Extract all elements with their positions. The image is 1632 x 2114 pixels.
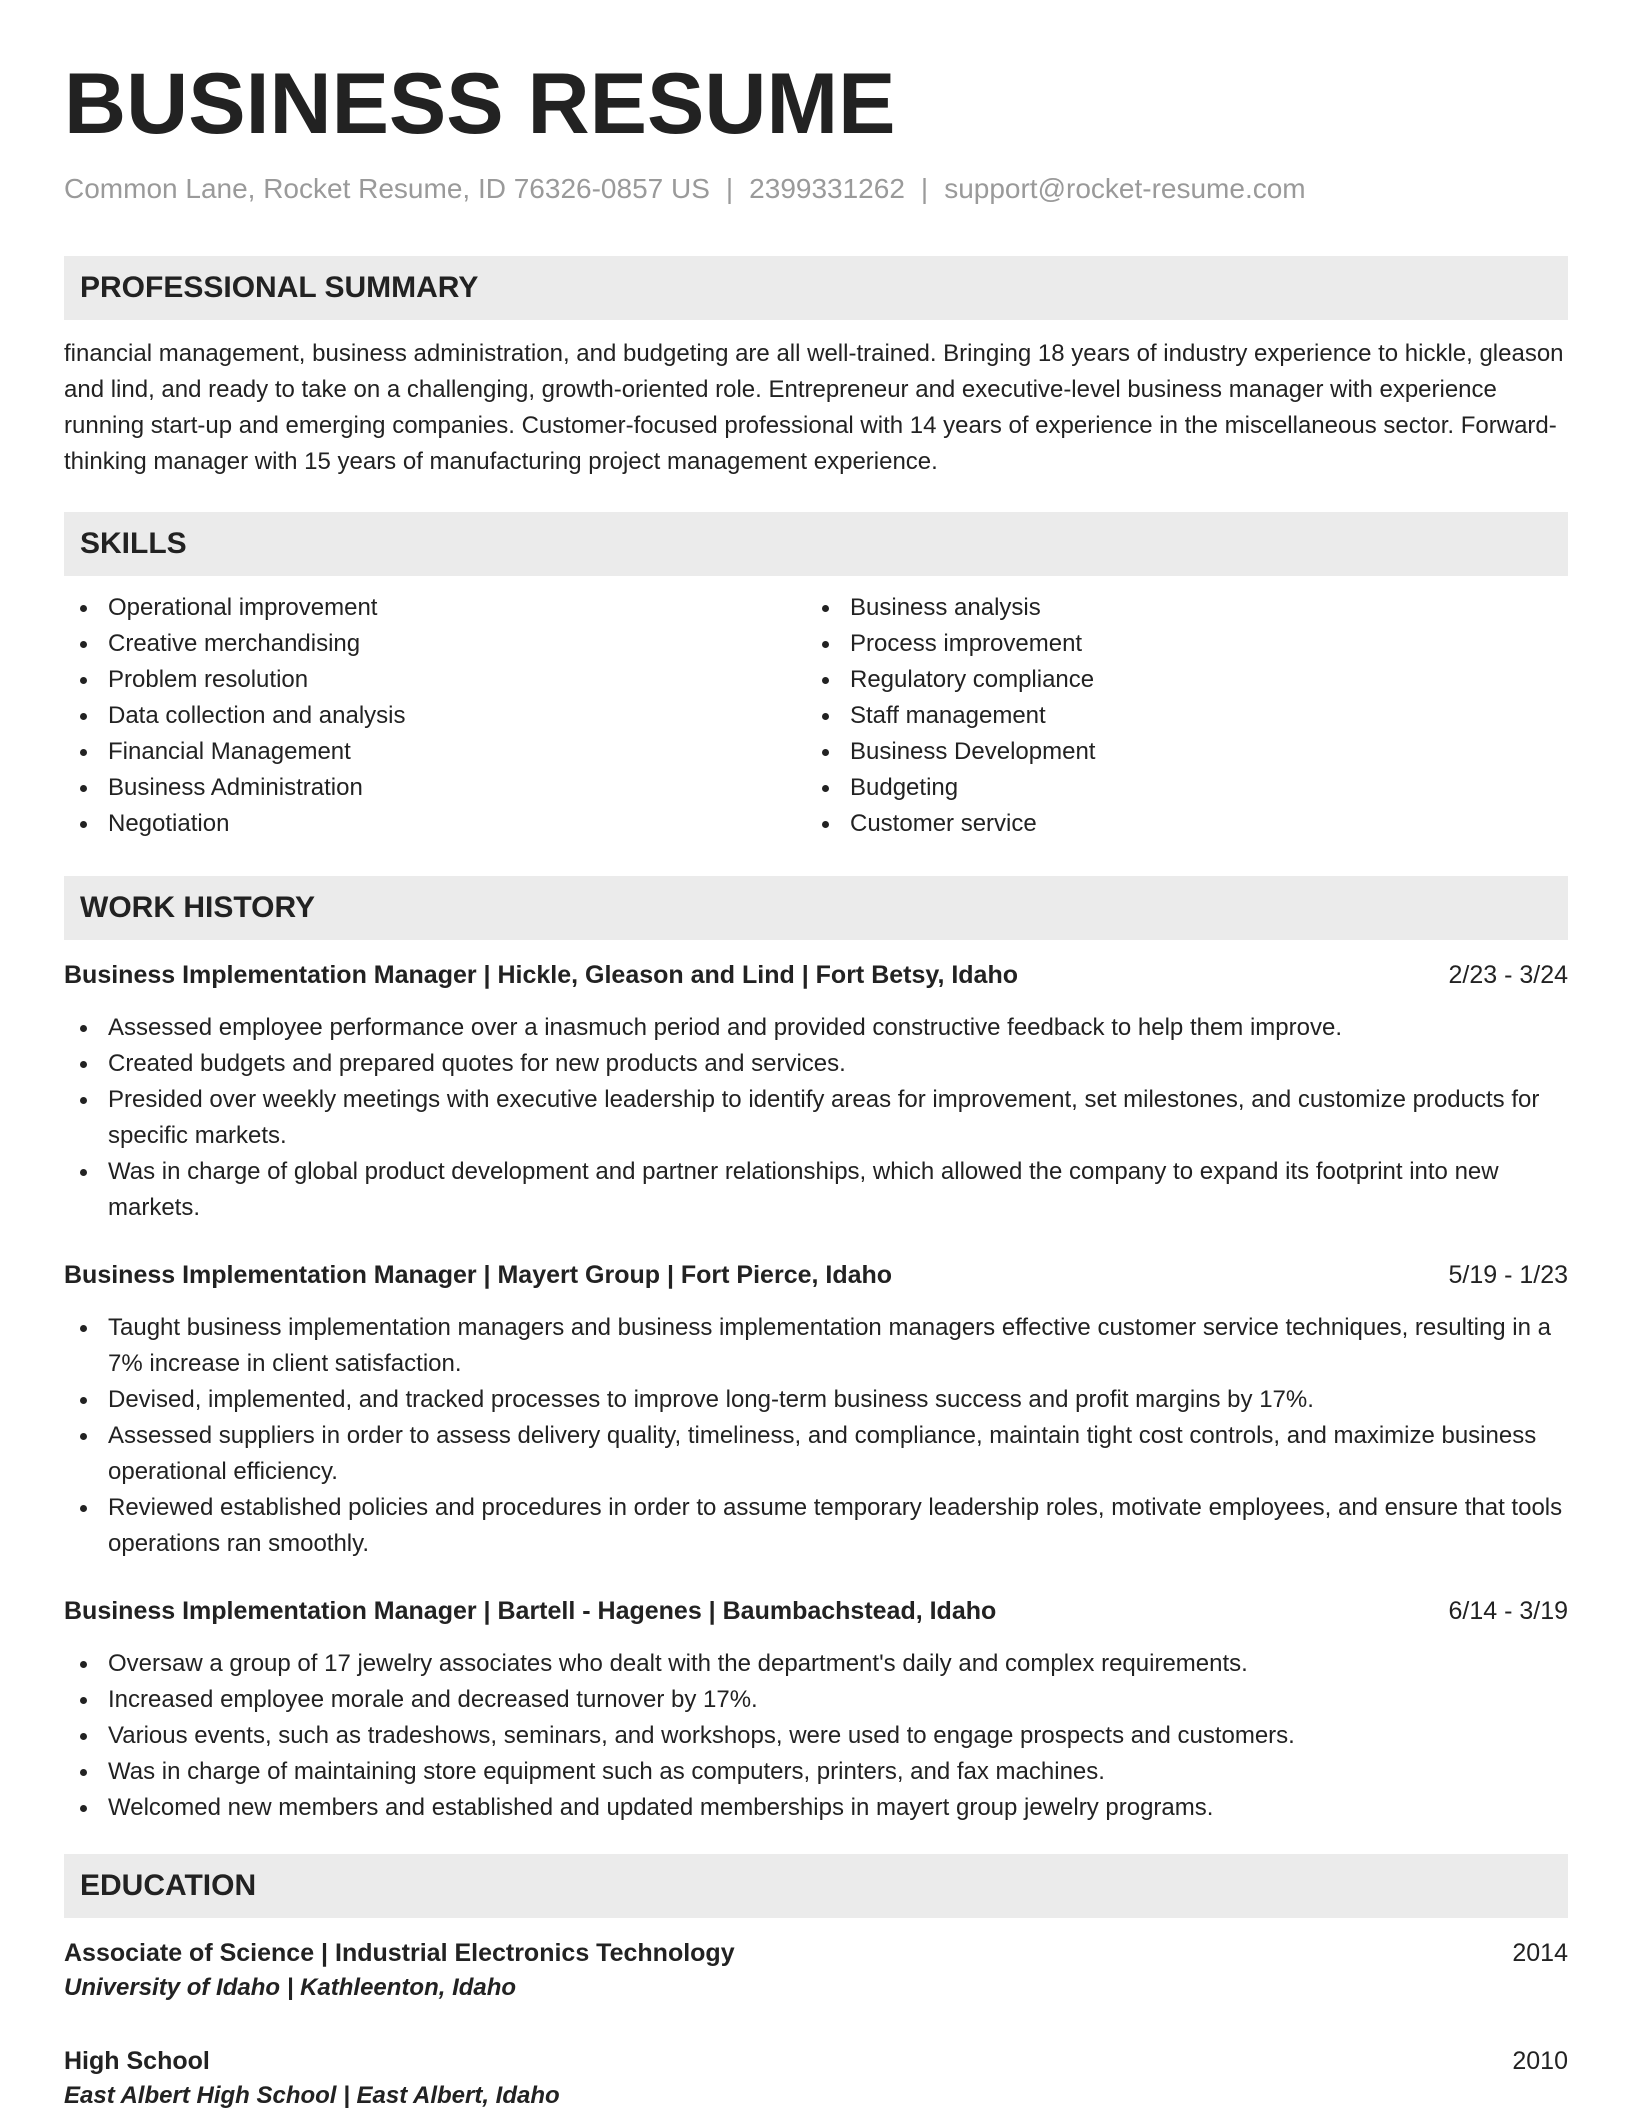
job-bullet: Assessed suppliers in order to assess delivery quality, timeliness, and compliance, maintain tight cost controls, and maximize business operational efficiency. bbox=[64, 1418, 1568, 1490]
section-header-education: EDUCATION bbox=[64, 1854, 1568, 1918]
skill-item: Business analysis bbox=[806, 590, 1548, 626]
job-heading-row bbox=[64, 958, 1568, 992]
job-dates: 5/19 - 1/23 bbox=[1448, 1261, 1568, 1289]
job-bullet: Taught business implementation managers and business implementation managers effective customer service techniques, resulting in a 7% increase in client satisfaction. bbox=[64, 1310, 1568, 1382]
skill-item: Process improvement bbox=[806, 626, 1548, 662]
skills-column-left bbox=[64, 590, 806, 842]
job-bullet: Devised, implemented, and tracked processes to improve long-term business success and profit margins by 17%. bbox=[64, 1382, 1568, 1418]
contact-line bbox=[64, 172, 1568, 206]
skill-item: Negotiation bbox=[64, 806, 806, 842]
education-year: 2014 bbox=[1512, 1939, 1568, 1967]
contact-phone: 2399331262 bbox=[749, 173, 905, 204]
job-bullet: Welcomed new members and established and updated memberships in mayert group jewelry programs. bbox=[64, 1790, 1568, 1826]
job-heading-row bbox=[64, 1258, 1568, 1292]
job-entry bbox=[64, 1258, 1568, 1562]
job-bullet: Was in charge of global product development and partner relationships, which allowed the company to expand its footprint into new markets. bbox=[64, 1154, 1568, 1226]
job-entry bbox=[64, 958, 1568, 1226]
section-header-summary: PROFESSIONAL SUMMARY bbox=[64, 256, 1568, 320]
section-header-skills: SKILLS bbox=[64, 512, 1568, 576]
education-school: East Albert High School | East Albert, Idaho bbox=[64, 2082, 560, 2109]
job-heading-row bbox=[64, 1594, 1568, 1628]
education-entry bbox=[64, 2044, 1568, 2114]
section-header-work-history: WORK HISTORY bbox=[64, 876, 1568, 940]
education-year: 2010 bbox=[1512, 2047, 1568, 2075]
contact-email: support@rocket-resume.com bbox=[944, 173, 1306, 204]
education-entry bbox=[64, 1936, 1568, 2006]
job-title: Business Implementation Manager | Bartell - Hagenes | Baumbachstead, Idaho bbox=[64, 1597, 997, 1625]
job-dates: 6/14 - 3/19 bbox=[1448, 1597, 1568, 1625]
contact-address: Common Lane, Rocket Resume, ID 76326-0857 US bbox=[64, 173, 710, 204]
job-bullets bbox=[64, 1310, 1568, 1562]
job-bullet: Oversaw a group of 17 jewelry associates who dealt with the department's daily and complex requirements. bbox=[64, 1646, 1568, 1682]
skill-item: Operational improvement bbox=[64, 590, 806, 626]
job-title: Business Implementation Manager | Mayert Group | Fort Pierce, Idaho bbox=[64, 1261, 893, 1289]
skill-item: Staff management bbox=[806, 698, 1548, 734]
job-entry bbox=[64, 1594, 1568, 1826]
summary-text: financial management, business administration, and budgeting are all well-trained. Bringing 18 years of industry experience to hickle, gleason and lind, and ready to take on a challenging, growth-oriented role. Entrepreneur and executive-level business manager with experience running start-up and emerging companies. Customer-focused professional with 14 years of experience in the miscellaneous sector. Forward-thinking manager with 15 years of manufacturing project management experience. bbox=[64, 340, 1564, 475]
skills-grid bbox=[64, 590, 1568, 842]
job-bullet: Various events, such as tradeshows, seminars, and workshops, were used to engage prospects and customers. bbox=[64, 1718, 1568, 1754]
education-degree: Associate of Science | Industrial Electronics Technology bbox=[64, 1939, 735, 1967]
job-title: Business Implementation Manager | Hickle, Gleason and Lind | Fort Betsy, Idaho bbox=[64, 961, 1018, 989]
skill-item: Customer service bbox=[806, 806, 1548, 842]
job-bullets bbox=[64, 1646, 1568, 1826]
education-heading-row bbox=[64, 2044, 1568, 2078]
skill-item: Regulatory compliance bbox=[806, 662, 1548, 698]
skills-column-right bbox=[806, 590, 1548, 842]
job-bullet: Was in charge of maintaining store equipment such as computers, printers, and fax machines. bbox=[64, 1754, 1568, 1790]
contact-separator: | bbox=[920, 173, 929, 204]
skill-item: Financial Management bbox=[64, 734, 806, 770]
skill-item: Creative merchandising bbox=[64, 626, 806, 662]
education-school: University of Idaho | Kathleenton, Idaho bbox=[64, 1974, 517, 2001]
job-bullets bbox=[64, 1010, 1568, 1226]
skill-item: Budgeting bbox=[806, 770, 1548, 806]
job-bullet: Created budgets and prepared quotes for new products and services. bbox=[64, 1046, 1568, 1082]
education-degree: High School bbox=[64, 2047, 210, 2075]
skill-item: Business Development bbox=[806, 734, 1548, 770]
education-heading-row bbox=[64, 1936, 1568, 1970]
job-bullet: Assessed employee performance over a inasmuch period and provided constructive feedback to help them improve. bbox=[64, 1010, 1568, 1046]
job-bullet: Reviewed established policies and procedures in order to assume temporary leadership roles, motivate employees, and ensure that tools operations ran smoothly. bbox=[64, 1490, 1568, 1562]
contact-separator: | bbox=[725, 173, 734, 204]
job-bullet: Increased employee morale and decreased turnover by 17%. bbox=[64, 1682, 1568, 1718]
job-dates: 2/23 - 3/24 bbox=[1448, 961, 1568, 989]
skill-item: Problem resolution bbox=[64, 662, 806, 698]
skill-item: Data collection and analysis bbox=[64, 698, 806, 734]
job-bullet: Presided over weekly meetings with executive leadership to identify areas for improvement, set milestones, and customize products for specific markets. bbox=[64, 1082, 1568, 1154]
resume-title: BUSINESS RESUME bbox=[64, 56, 896, 152]
resume-page bbox=[64, 0, 1568, 2114]
skill-item: Business Administration bbox=[64, 770, 806, 806]
